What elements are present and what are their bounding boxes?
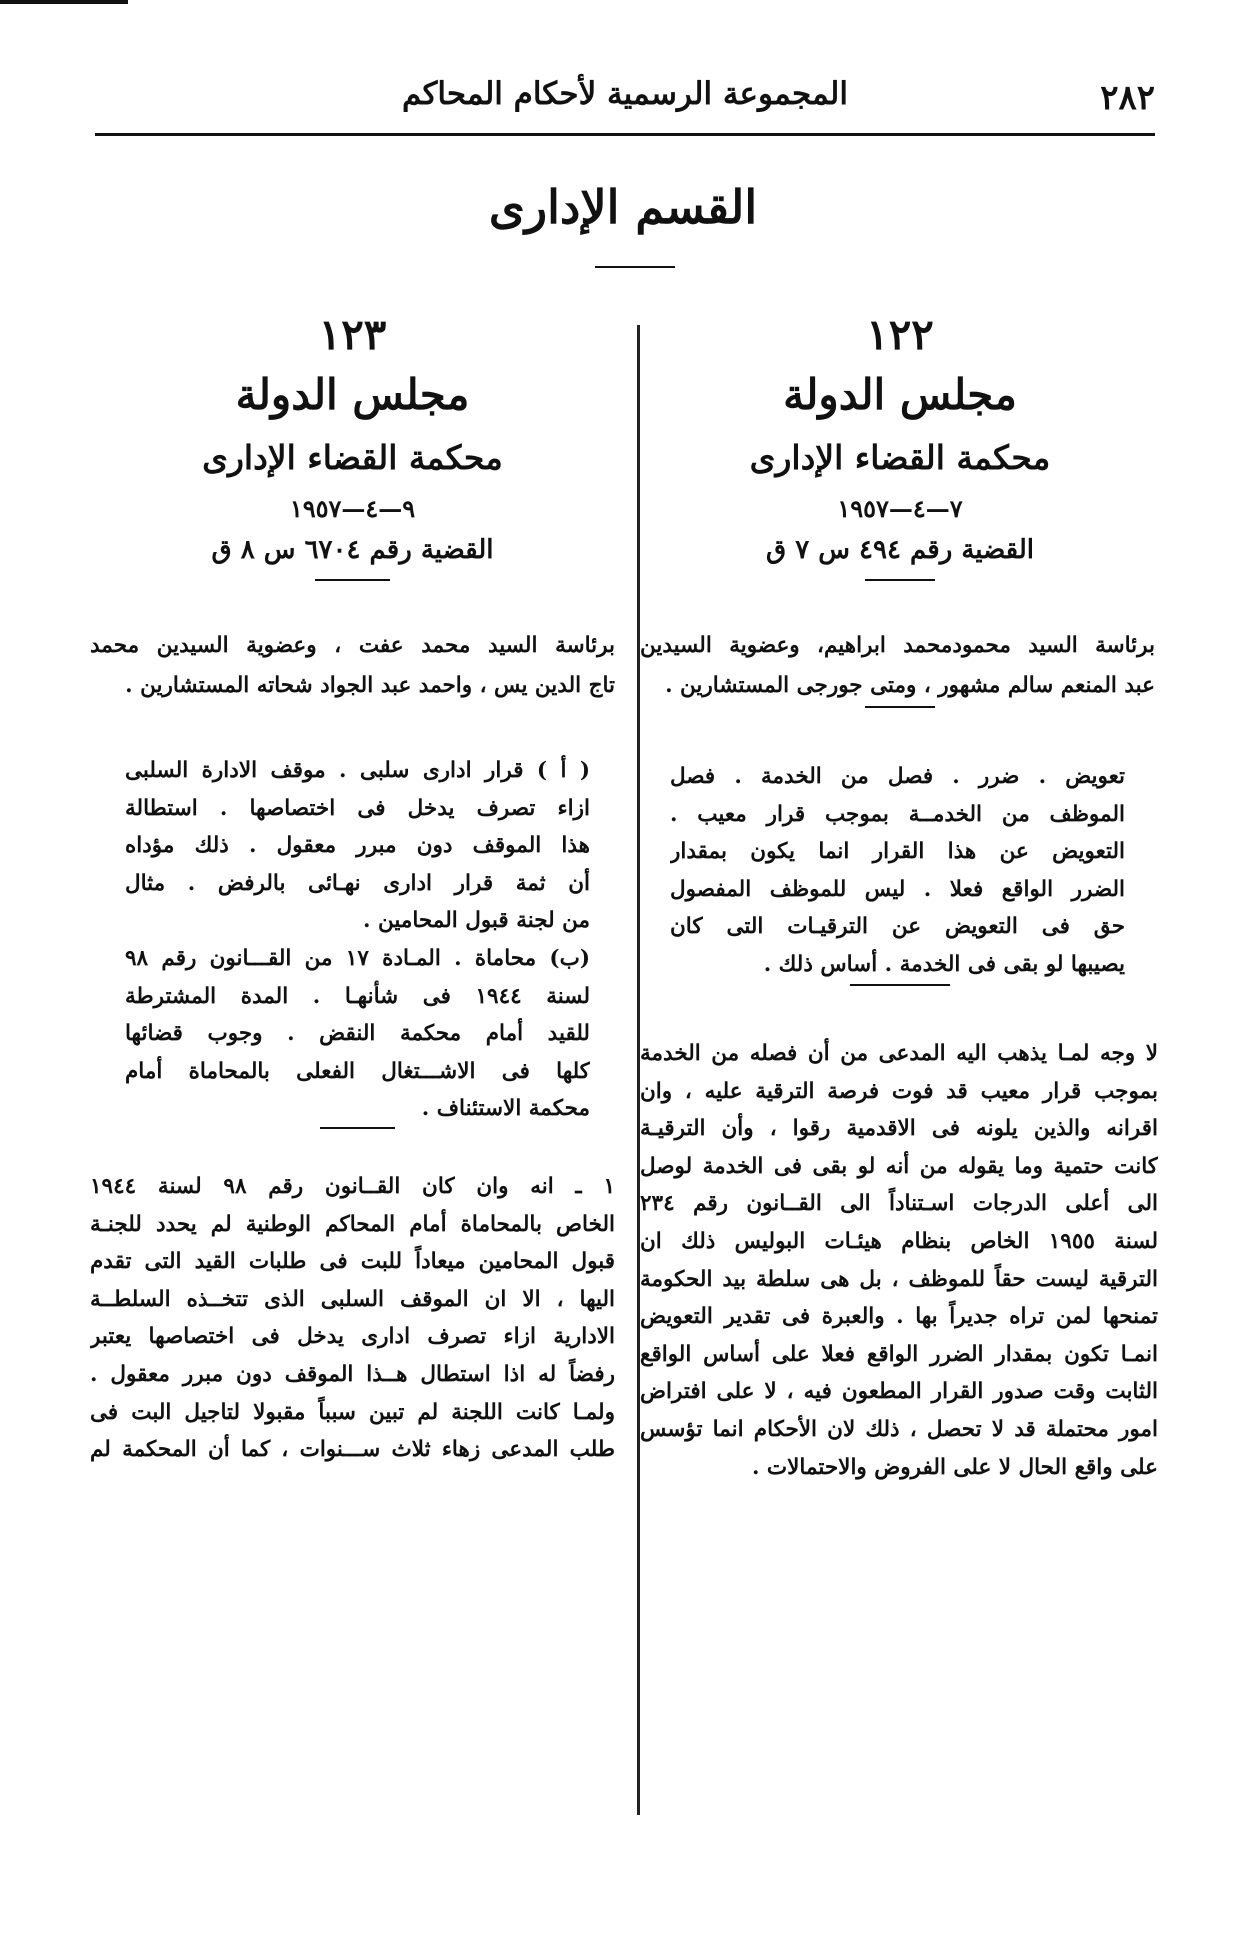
case-number: ١٢٣ [318, 310, 387, 359]
body-line: كانت حتمية وما يقوله من أنه لو بقى فى الخدمة لوصل [640, 1153, 1158, 1179]
case-reference: القضية رقم ٦٧٠٤ س ٨ ق [211, 535, 494, 565]
page-number: ٢٨٢ [1100, 78, 1155, 118]
summary-line: كلها فى الاشـــتغال الفعلى بالمحاماة أمام [125, 1058, 590, 1084]
summary-line: التعويض عن هذا القرار انما يكون بمقدار [670, 839, 1125, 864]
headnote-summary-b [125, 940, 590, 1128]
headnote-summary [670, 758, 1125, 983]
bench-line: عبد المنعم سالم مشهور ، ومتى جورجى المستشارين . [665, 673, 1155, 698]
divider-rule [865, 579, 935, 581]
summary-line: (ب) محاماة . المـادة ١٧ من القـــانون رقم ٩٨ [125, 946, 590, 971]
divider-rule [315, 579, 390, 581]
judgment-text [640, 1035, 1158, 1486]
summary-line: الضرر الواقع فعلا . ليس للموظف المفصول [670, 876, 1125, 902]
body-line: قبول المحامين ميعاداً للبت فى طلبات القيد التى تقدم [90, 1249, 615, 1275]
body-line: طلب المدعى زهاء ثلاث ســـنوات ، كما أن المحكمة لم [90, 1437, 615, 1463]
summary-line: هذا الموقف دون مبرر معقول . ذلك مؤداه [125, 833, 590, 858]
body-line: بموجب قرار معيب قد فوت فرصة الترقية عليه ، وان [640, 1078, 1158, 1104]
divider-rule [850, 984, 950, 986]
summary-line: ( أ ) قرار ادارى سلبى . موقف الادارة السلبى [125, 758, 590, 783]
court-name: مجلس الدولة [783, 370, 1017, 419]
summary-line: محكمة الاستئناف . [421, 1096, 590, 1121]
court-division: محكمة القضاء الإدارى [202, 438, 503, 477]
summary-line: للقيد أمام محكمة النقض . وجوب قضائها [125, 1021, 590, 1046]
body-line: انمـا تكون بمقدار الضرر الواقع فعلا على أساس الواقع [640, 1341, 1158, 1367]
case-reference: القضية رقم ٤٩٤ س ٧ ق [766, 535, 1034, 565]
summary-line: ازاء تصرف يدخل فى اختصاصها . استطالة [125, 795, 590, 821]
judgment-date: ٧—٤—١٩٥٧ [837, 494, 963, 523]
body-line: ١ ـ انه وان كان القــانون رقم ٩٨ لسنة ١٩٤٤ [90, 1174, 615, 1199]
summary-line: الموظف من الخدمــة بموجب قرار معيب . [670, 801, 1125, 827]
summary-line: يصيبها لو بقى فى الخدمة . أساس ذلك . [763, 951, 1125, 977]
judgment-date: ٩—٤—١٩٥٧ [289, 494, 416, 523]
body-line: الخاص بالمحاماة أمام المحاكم الوطنية لم يحدد للجنـة [90, 1211, 615, 1237]
body-line: اقرانه والذين يلونه فى الاقدمية رقوا ، وأن الترقيـة [640, 1116, 1158, 1142]
summary-line: لسنة ١٩٤٤ فى شأنهـا . المدة المشترطة [125, 983, 590, 1009]
body-line: امور محتملة قد لا تحصل ، ذلك لان الأحكام انما تؤسس [640, 1416, 1158, 1442]
running-title: المجموعة الرسمية لأحكام المحاكم [402, 76, 848, 112]
section-title: القسم الإدارى [488, 180, 758, 234]
body-line: الى أعلى الدرجات اسـتناداً الى القــانون رقم ٢٣٤ [640, 1191, 1158, 1217]
body-line: لسنة ١٩٥٥ الخاص بنظام هيئـات البوليس ذلك ان [640, 1228, 1158, 1254]
bench-composition [90, 626, 615, 706]
summary-line: تعويض . ضرر . فصل من الخدمة . فصل [670, 764, 1125, 789]
summary-line: حق فى التعويض عن الترقيـات التى كان [670, 914, 1125, 939]
divider-rule [865, 706, 935, 708]
court-division: محكمة القضاء الإدارى [749, 438, 1051, 477]
case-123-column [90, 0, 615, 1958]
body-line: على واقع الحال لا على الفروض والاحتمالات . [751, 1454, 1158, 1480]
body-line: ولمـا كانت اللجنة لم تبين سبباً مقبولا لتاجيل البت فى [90, 1399, 615, 1425]
bench-line: برئاسة السيد محمودمحمد ابراهيم، وعضوية السيدين [640, 633, 1155, 658]
body-line: اليها ، الا ان الموقف السلبى الذى تتخــذه السلطــة [90, 1286, 615, 1312]
body-line: الثابت وقت صدور القرار المطعون فيه ، لا على افتراض [640, 1379, 1158, 1405]
body-line: تمنحها لمن تراه جديراً بها . والعبرة فى تقدير التعويض [640, 1304, 1158, 1330]
bench-composition [640, 626, 1155, 706]
headnote-summary-a [125, 752, 590, 940]
court-name: مجلس الدولة [235, 370, 470, 419]
body-line: الادارية ازاء تصرف ادارى يدخل فى اختصاصها يعتبر [90, 1324, 615, 1350]
summary-line: من لجنة قبول المحامين . [363, 908, 590, 933]
divider-rule [320, 1127, 395, 1129]
case-number: ١٢٢ [866, 310, 934, 359]
body-line: الترقية ليست حقاً للموظف ، بل هى سلطة بيد الحكومة [640, 1266, 1158, 1292]
summary-line: أن ثمة قرار ادارى نهـائى بالرفض . مثال [125, 870, 590, 896]
case-122-column [640, 0, 1160, 1958]
body-line: لا وجه لمـا يذهب اليه المدعى من أن فصله من الخدمة [640, 1041, 1158, 1066]
bench-line: تاج الدين يس ، واحمد عبد الجواد شحاته المستشارين . [125, 673, 615, 698]
judgment-text [90, 1168, 615, 1469]
bench-line: برئاسة السيد محمد عفت ، وعضوية السيدين محمد [90, 633, 615, 658]
body-line: رفضاً له اذا استطال هــذا الموقف دون مبرر معقول . [90, 1361, 615, 1387]
